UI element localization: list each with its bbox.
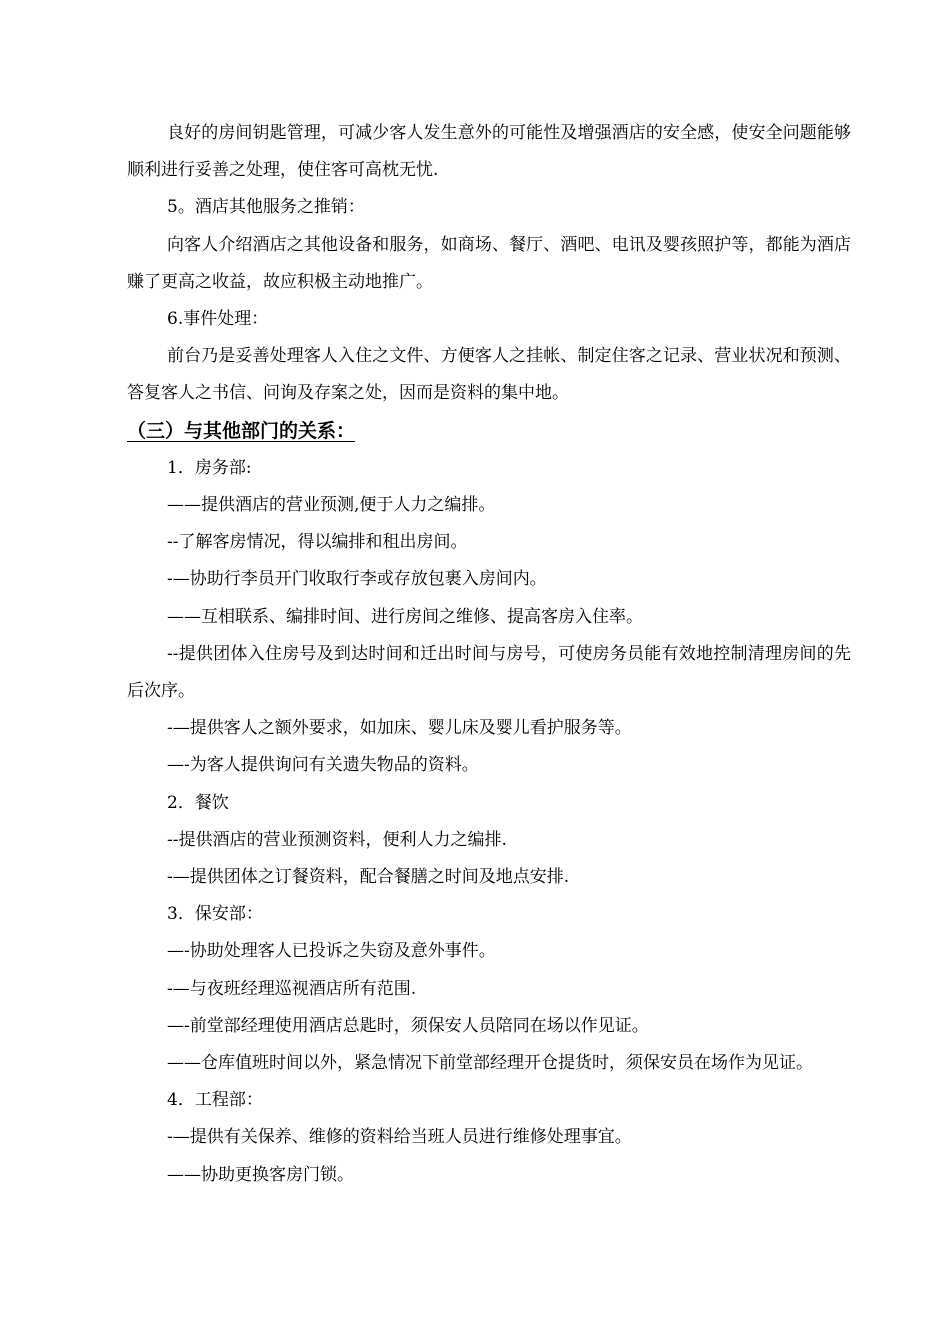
paragraph-event-handling: 前台乃是妥善处理客人入住之文件、方便客人之挂帐、制定住客之记录、营业状况和预测、答复客人之书信、问询及存案之处，因而是资料的集中地。 <box>127 346 851 404</box>
list-item: -—提供有关保养、维修的资料给当班人员进行维修处理事宜。 <box>167 1127 632 1148</box>
list-item: ——提供酒店的营业预测,便于人力之编排。 <box>167 495 496 516</box>
paragraph-promotion: 向客人介绍酒店之其他设备和服务，如商场、餐厅、酒吧、电讯及婴孩照护等，都能为酒店赚了更高之收益，故应积极主动地推广。 <box>127 234 851 292</box>
document-body <box>127 115 851 1194</box>
item-housekeeping-heading: 1．房务部: <box>167 457 252 478</box>
list-item: —-为客人提供询问有关遗失物品的资料。 <box>167 755 479 776</box>
paragraph-key-management: 良好的房间钥匙管理，可减少客人发生意外的可能性及增强酒店的安全感，使安全问题能够顺利进行妥善之处理，使住客可高枕无忧. <box>127 123 851 181</box>
list-item: —-协助处理客人已投诉之失窃及意外事件。 <box>167 941 496 962</box>
list-item: ——仓库值班时间以外，紧急情况下前堂部经理开仓提货时，须保安员在场作为见证。 <box>167 1053 813 1074</box>
item-security-heading: 3．保安部： <box>167 904 263 925</box>
item-5-heading: 5。酒店其他服务之推销： <box>167 197 365 218</box>
list-item: -—与夜班经理巡视酒店所有范围. <box>167 978 417 999</box>
list-item: ——协助更换客房门锁。 <box>167 1164 354 1185</box>
list-item: -—提供团体之订餐资料，配合餐膳之时间及地点安排. <box>167 867 570 888</box>
item-engineering-heading: 4．工程部： <box>167 1090 263 1111</box>
list-item: -—提供客人之额外要求，如加床、婴儿床及婴儿看护服务等。 <box>167 718 632 739</box>
list-item: ——互相联系、编排时间、进行房间之维修、提高客房入住率。 <box>167 606 643 627</box>
list-item: --了解客房情况，得以编排和租出房间。 <box>167 532 468 553</box>
item-food-beverage-heading: 2．餐饮 <box>167 792 229 813</box>
item-6-heading: 6.事件处理： <box>167 309 269 330</box>
list-item: --提供酒店的营业预测资料，便利人力之编排. <box>167 829 507 850</box>
section-heading <box>127 413 851 450</box>
list-item: --提供团体入住房号及到达时间和迁出时间与房号，可使房务员能有效地控制清理房间的先后次序。 <box>127 643 851 702</box>
section-heading-text: （三）与其他部门的关系： <box>127 419 356 442</box>
list-item: —-前堂部经理使用酒店总匙时，须保安人员陪同在场以作见证。 <box>167 1015 649 1036</box>
list-item: -—协助行李员开门收取行李或存放包裹入房间内。 <box>167 569 547 590</box>
